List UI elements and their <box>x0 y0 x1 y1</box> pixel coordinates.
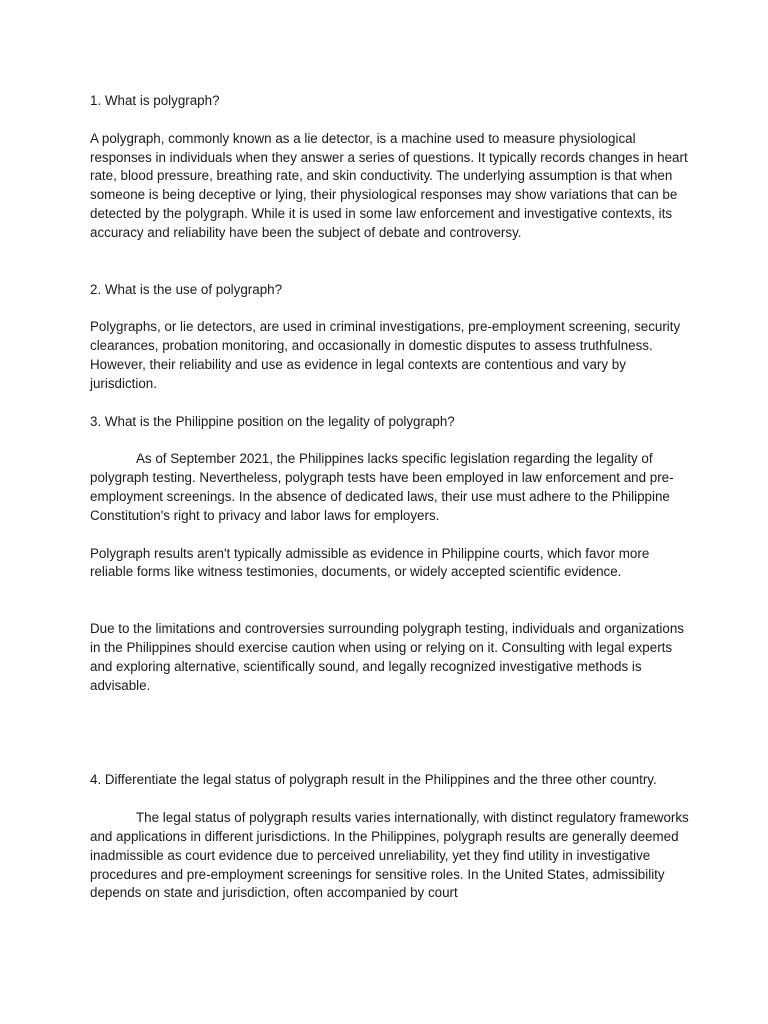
spacer <box>90 394 690 413</box>
spacer <box>90 526 690 545</box>
question-3-paragraph-1: As of September 2021, the Philippines lacks specific legislation regarding the legality of polygraph testing. Nevertheless, polygraph tests have been employed in law enforcement and pre-employment screenings. In the absence of dedicated laws, their use must adhere to the Philippine Constitution's right to privacy and labor laws for employers. <box>90 451 674 523</box>
question-3-paragraph-3: Due to the limitations and controversies surrounding polygraph testing, individuals and organizations in the Philippines should exercise caution when using or relying on it. Consulting with legal experts and exploring alternative, scientifically sound, and legally recognized investigative methods is advisable. <box>90 621 685 693</box>
question-4-answer: The legal status of polygraph results varies internationally, with distinct regulatory frameworks and applications in different jurisdictions. In the Philippines, polygraph results are generally deemed inadmissible as court evidence due to perceived unreliability, yet they find utility in investigative procedures and pre-employment screenings for sensitive roles. In the United States, admissibility depends on state and jurisdiction, often accompanied by court <box>90 810 689 901</box>
spacer <box>90 695 690 771</box>
spacer <box>90 790 690 809</box>
document-page <box>90 92 690 903</box>
question-3-paragraph-2: Polygraph results aren't typically admissible as evidence in Philippine courts, which favor more reliable forms like witness testimonies, documents, or widely accepted scientific evidence. <box>90 545 650 580</box>
question-1-heading: 1. What is polygraph? <box>90 93 220 108</box>
question-1-answer: A polygraph, commonly known as a lie detector, is a machine used to measure physiological responses in individuals when they answer a series of questions. It typically records changes in heart rate, blood pressure, breathing rate, and skin conductivity. The underlying assumption is that when someone is being deceptive or lying, their physiological responses may show variations that can be detected by the polygraph. While it is used in some law enforcement and investigative contexts, its accuracy and reliability have been the subject of debate and controversy. <box>90 130 688 240</box>
spacer <box>90 243 690 281</box>
question-4-heading: 4. Differentiate the legal status of polygraph result in the Philippines and the three other country. <box>90 772 657 788</box>
spacer <box>90 111 690 130</box>
question-3-heading: 3. What is the Philippine position on the legality of polygraph? <box>90 413 455 429</box>
spacer <box>90 431 690 450</box>
question-2-heading: 2. What is the use of polygraph? <box>90 281 283 297</box>
spacer <box>90 299 690 318</box>
spacer <box>90 582 690 620</box>
question-2-answer: Polygraphs, or lie detectors, are used in criminal investigations, pre-employment screening, security clearances, probation monitoring, and occasionally in domestic disputes to assess truthfulness. However, their reliability and use as evidence in legal contexts are contentious and vary by jurisdiction. <box>90 319 681 391</box>
